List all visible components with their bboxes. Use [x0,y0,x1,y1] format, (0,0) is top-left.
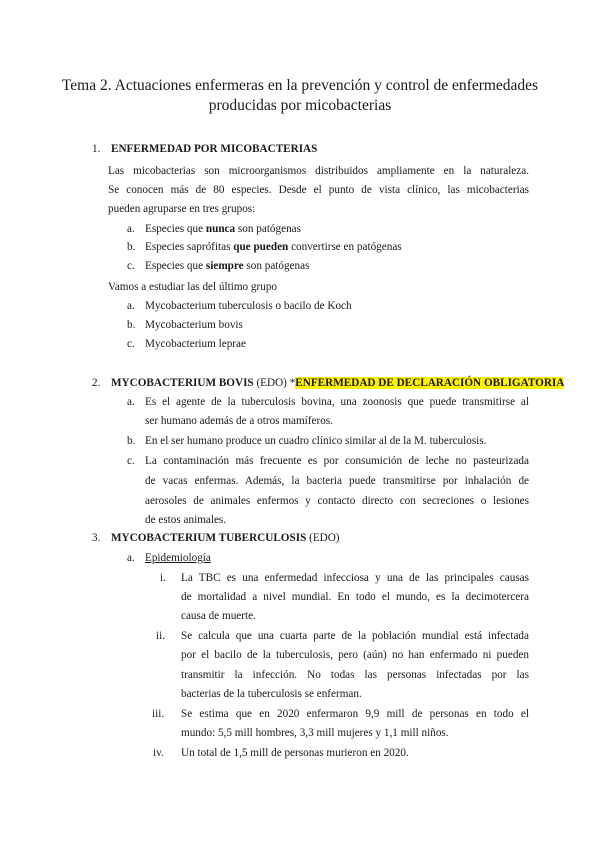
epi-item-iii-line-1: Se estima que en 2020 enfermaron 9,9 mill de personas en todo el [181,708,529,720]
species-c-item: Mycobacterium leprae [145,338,246,350]
epi-item-ii-line-3: transmitir la infección. No todas las personas infectadas por las [181,669,529,681]
s2-item-b-marker: b. [127,435,136,447]
epi-item-iv-marker: iv. [153,747,164,759]
s2-item-a-line-1: Es el agente de la tuberculosis bovina, una zoonosis que puede transmitirse al [145,396,529,408]
section-2-number: 2. [92,377,101,389]
species-c-marker: c. [127,338,135,350]
s2-item-c-marker: c. [127,455,135,467]
epi-item-ii-line-1: Se calcula que una cuarta parte de la población mundial está infectada [181,630,529,642]
epi-item-ii-line-2: por el bacilo de la tuberculosis, pero (aún) no han enfermado ni pueden [181,649,529,661]
section-2-edo: (EDO) [253,377,290,389]
edo-highlight: ENFERMEDAD DE DECLARACIÓN OBLIGATORIA [295,377,565,389]
s2-item-c-line-4: de estos animales. [145,514,227,526]
group-c-item: Especies que siempre son patógenas [145,260,310,272]
section-1-paragraph-line-3: pueden agruparse en tres grupos: [108,203,256,215]
section-1-paragraph-line-2: Se conocen más de 80 especies. Desde el punto de vista clínico, las micobacterias [108,184,529,196]
section-1-number: 1. [92,143,101,155]
group-a-marker: a. [127,223,135,235]
section-3-heading-line [111,531,340,545]
subsection-epidemiologia: Epidemiología [145,552,211,564]
epi-item-i-line-2: de mortalidad a nivel mundial. En todo el mundo, es la decimotercera [181,591,529,603]
epi-item-i-marker: i. [160,572,166,584]
group-b-item: Especies saprófitas que pueden convertirse en patógenas [145,241,402,253]
s2-item-b-line-1: En el ser humano produce un cuadro clínico similar al de la M. tuberculosis. [145,435,487,447]
epi-item-i-line-3: causa de muerte. [181,610,256,622]
epi-item-ii-marker: ii. [156,630,166,642]
section-3-heading: MYCOBACTERIUM TUBERCULOSIS [111,532,307,544]
section-1-paragraph-line-1: Las micobacterias son microorganismos distribuidos ampliamente en la naturaleza. [108,165,529,177]
species-b-item: Mycobacterium bovis [145,319,243,331]
section-2-asterisk: * [289,377,296,389]
study-intro: Vamos a estudiar las del último grupo [108,281,278,293]
document-title-line-2: producidas por micobacterias [208,97,392,114]
group-c-marker: c. [127,260,135,272]
subsection-a-marker: a. [127,552,135,564]
document-title-line-1: Tema 2. Actuaciones enfermeras en la prevención y control de enfermedades [61,77,539,94]
s2-item-c-line-1: La contaminación más frecuente es por consumición de leche no pasteurizada [145,455,529,467]
section-2-heading-line [111,376,564,390]
species-a-item: Mycobacterium tuberculosis o bacilo de Koch [145,300,352,312]
epi-item-ii-line-4: bacterias de la tuberculosis se enferman. [181,688,362,700]
s2-item-c-line-2: de vacas enfermas. Además, la bacteria puede transmitirse por inhalación de [145,475,529,487]
epi-item-iv-line-1: Un total de 1,5 mill de personas murieron en 2020. [181,747,409,759]
epi-item-i-line-1: La TBC es una enfermedad infecciosa y una de las principales causas [181,572,529,584]
epi-item-iii-line-2: mundo: 5,5 mill hombres, 3,3 mill mujeres y 1,1 mill niños. [181,727,449,739]
group-a-item: Especies que nunca son patógenas [145,223,301,235]
section-3-edo: (EDO) [306,532,340,544]
epi-item-iii-marker: iii. [152,708,165,720]
species-a-marker: a. [127,300,135,312]
s2-item-a-line-2: ser humano además de a otros mamíferos. [145,415,333,427]
section-2-heading: MYCOBACTERIUM BOVIS [111,377,254,389]
section-1-heading: ENFERMEDAD POR MICOBACTERIAS [111,143,318,155]
s2-item-c-line-3: aerosoles de animales enfermos y contacto directo con secreciones o lesiones [145,495,529,507]
group-b-marker: b. [127,241,136,253]
species-b-marker: b. [127,319,136,331]
section-3-number: 3. [92,532,101,544]
s2-item-a-marker: a. [127,396,135,408]
